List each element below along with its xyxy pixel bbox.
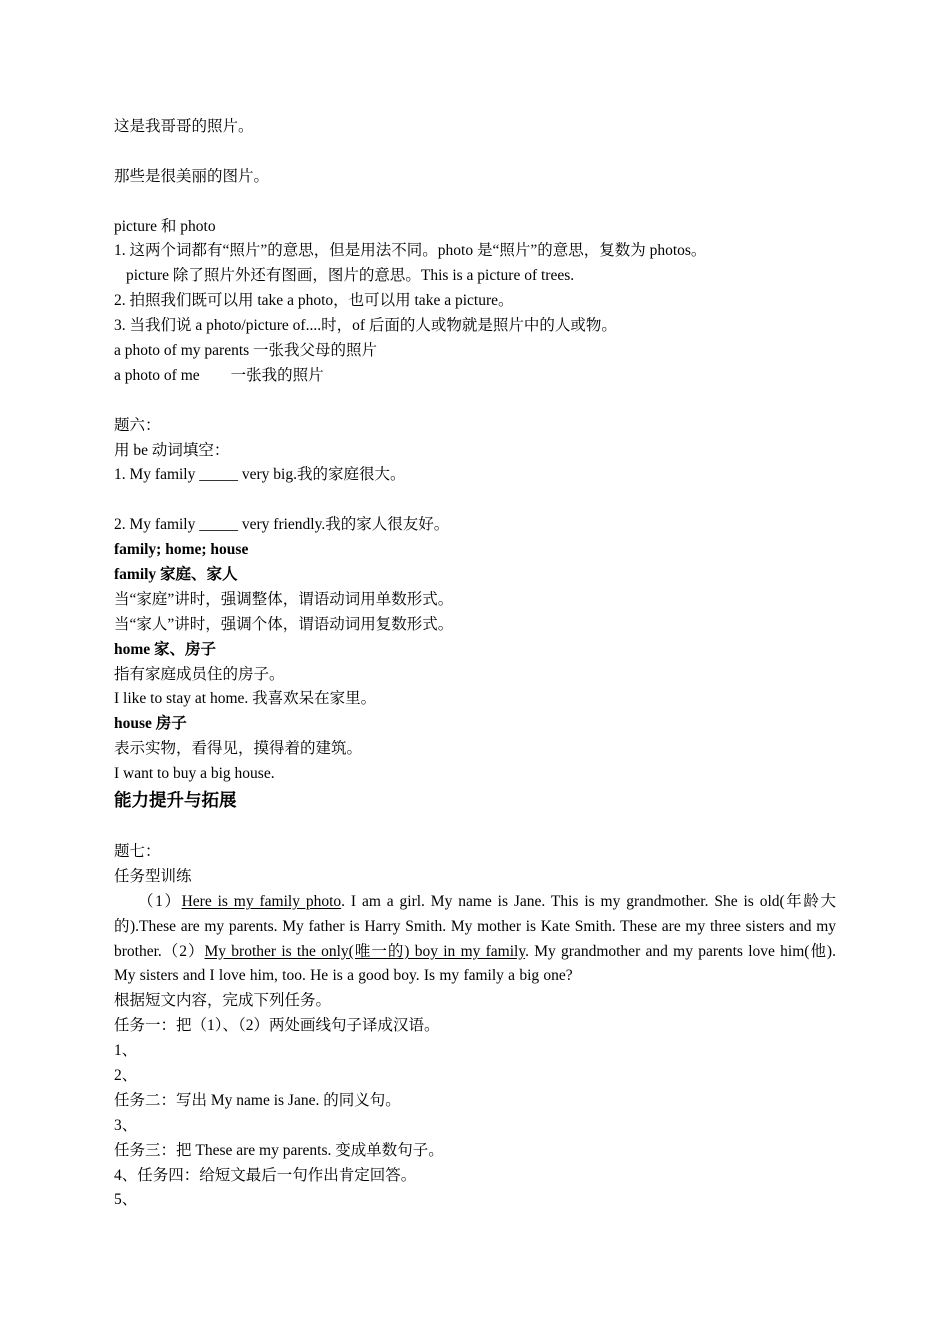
passage-mark-1: （1） (138, 892, 182, 910)
vocab-home-note-1: 指有家庭成员住的房子。 (114, 665, 285, 683)
spacer (114, 389, 836, 414)
question-6-title: 题六： (114, 416, 161, 434)
example-parents-photo: a photo of my parents 一张我父母的照片 (114, 342, 378, 360)
task-3: 任务三：把 These are my parents. 变成单数句子。 (114, 1141, 444, 1159)
task-4: 4、任务四：给短文最后一句作出肯定回答。 (114, 1166, 417, 1184)
sentence-beautiful-pictures: 那些是很美丽的图片。 (114, 167, 270, 185)
picture-photo-point-2: 2. 拍照我们既可以用 take a photo，也可以用 take a picture。 (114, 292, 514, 310)
vocab-family-title: family 家庭、家人 (114, 566, 238, 584)
vocab-house-note-2: I want to buy a big house. (114, 765, 275, 783)
question-6-sentence-2: 2. My family _____ very friendly.我的家人很友好。 (114, 516, 450, 534)
document-page (114, 115, 836, 1213)
picture-photo-point-1b: picture 除了照片外还有图画，图片的意思。This is a picture of trees. (126, 267, 575, 285)
vocab-home-title: home 家、房子 (114, 640, 217, 658)
task-2: 任务二：写出 My name is Jane. 的同义句。 (114, 1091, 401, 1109)
question-7-subtitle: 任务型训练 (114, 867, 192, 885)
spacer (114, 140, 836, 165)
answer-line-1: 1、 (114, 1042, 138, 1060)
sentence-brother-photo: 这是我哥哥的照片。 (114, 118, 254, 135)
section-heading: 能力提升与拓展 (114, 790, 237, 811)
vocab-house-note-1: 表示实物，看得见，摸得着的建筑。 (114, 740, 363, 758)
vocab-header: family; home; house (114, 541, 249, 559)
vocab-house-title: house 房子 (114, 715, 187, 733)
picture-photo-title: picture 和 photo (114, 217, 216, 235)
spacer (114, 488, 836, 513)
vocab-home-note-2: I like to stay at home. 我喜欢呆在家里。 (114, 690, 377, 708)
vocab-family-note-1: 当“家庭”讲时，强调整体，谓语动词用单数形式。 (114, 590, 454, 608)
reading-passage (114, 890, 836, 990)
passage-mark-2: （2） (161, 942, 205, 960)
spacer (114, 190, 836, 215)
answer-line-3: 3、 (114, 1116, 138, 1134)
answer-line-2: 2、 (114, 1067, 138, 1085)
question-7-instruction: 根据短文内容，完成下列任务。 (114, 992, 332, 1010)
picture-photo-point-1: 1. 这两个词都有“照片”的意思，但是用法不同。photo 是“照片”的意思，复数为 photos。 (114, 242, 707, 260)
picture-photo-point-3: 3. 当我们说 a photo/picture of....时，of 后面的人或物就是照片中的人或物。 (114, 317, 617, 335)
vocab-family-note-2: 当“家人”讲时，强调个体，谓语动词用复数形式。 (114, 615, 454, 633)
passage-text-2: . My grandmother and my parents love him(他). My sisters and I love him, too. He is a good boy. Is my family a big one? (114, 942, 836, 985)
question-6-instruction: 用 be 动词填空： (114, 441, 230, 459)
underlined-sentence-2: My brother is the only(唯一的) boy in my family (204, 942, 526, 960)
passage-text-1: . I am a girl. My name is Jane. This is my grandmother. She is old(年龄大的).These are my parents. My father is Harry Smith. My mother is Kate Smith. These are my three sisters and my brother. (114, 892, 836, 960)
task-1: 任务一：把（1）、（2）两处画线句子译成汉语。 (114, 1017, 440, 1035)
spacer (114, 815, 836, 840)
question-6-sentence-1: 1. My family _____ very big.我的家庭很大。 (114, 466, 406, 484)
answer-line-5: 5、 (114, 1191, 138, 1209)
example-me-photo: a photo of me 一张我的照片 (114, 366, 324, 384)
question-7-title: 题七： (114, 842, 161, 860)
underlined-sentence-1: Here is my family photo (181, 892, 342, 910)
